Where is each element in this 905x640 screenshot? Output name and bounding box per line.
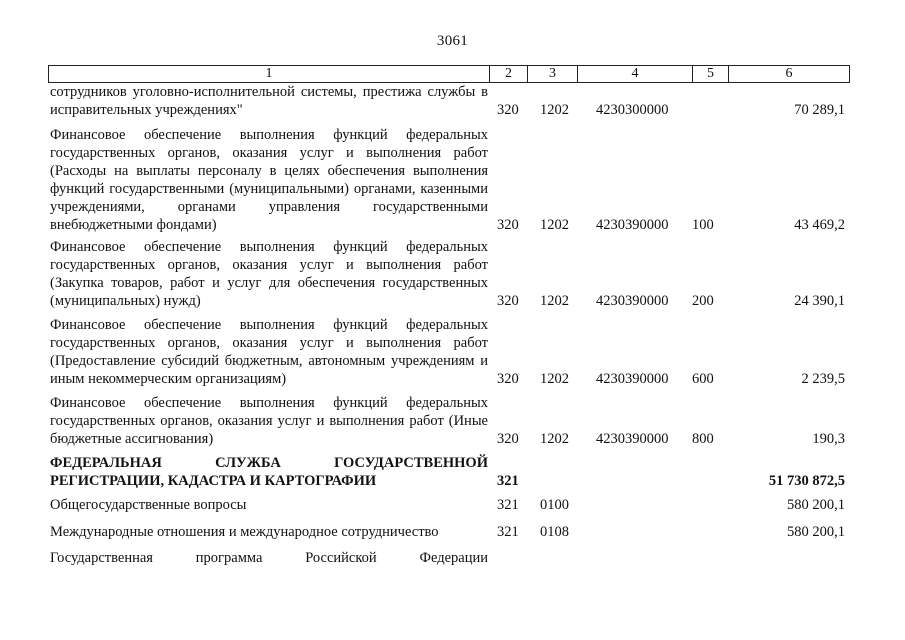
row-amount: 580 200,1 xyxy=(787,524,845,540)
row-code-5: 800 xyxy=(692,431,714,447)
column-header-4: 4 xyxy=(578,66,693,82)
row-description: ФЕДЕРАЛЬНАЯ СЛУЖБА ГОСУДАРСТВЕННОЙ РЕГИСТРАЦИИ, КАДАСТРА И КАРТОГРАФИИ xyxy=(50,455,488,489)
row-code-4: 4230390000 xyxy=(596,371,669,387)
row-code-2: 320 xyxy=(497,371,519,387)
row-code-3: 1202 xyxy=(540,293,569,309)
table-header xyxy=(48,65,850,83)
page-number: 3061 xyxy=(436,33,469,49)
row-amount: 43 469,2 xyxy=(794,217,845,233)
row-code-2: 321 xyxy=(497,524,519,540)
row-amount: 24 390,1 xyxy=(794,293,845,309)
column-header-6: 6 xyxy=(785,66,793,81)
row-code-4: 4230300000 xyxy=(596,102,669,118)
column-header-3: 3 xyxy=(528,66,578,82)
row-amount: 190,3 xyxy=(812,431,845,447)
row-code-5: 200 xyxy=(692,293,714,309)
row-code-2: 320 xyxy=(497,431,519,447)
row-code-3: 1202 xyxy=(540,431,569,447)
row-code-4: 4230390000 xyxy=(596,431,669,447)
row-code-3: 0100 xyxy=(540,497,569,513)
row-description: сотрудников уголовно-исполнительной системы, престижа службы в исправительных учреждениях" xyxy=(50,84,488,118)
row-code-2: 320 xyxy=(497,293,519,309)
row-code-5: 600 xyxy=(692,371,714,387)
row-description: Международные отношения и международное сотрудничество xyxy=(50,524,439,540)
row-amount: 580 200,1 xyxy=(787,497,845,513)
row-amount: 70 289,1 xyxy=(794,102,845,118)
row-description: Финансовое обеспечение выполнения функций федеральных государственных органов, оказания услуг и выполнения работ (Иные бюджетные ассигнования) xyxy=(50,395,488,447)
row-code-3: 1202 xyxy=(540,102,569,118)
row-description: Финансовое обеспечение выполнения функций федеральных государственных органов, оказания услуг и выполнения работ (Предоставление субсидий бюджетным, автономным учреждениям и иным некоммерческим организациям) xyxy=(50,317,488,387)
row-description: Государственная программа Российской Федерации xyxy=(50,550,488,566)
column-header-2: 2 xyxy=(490,66,528,82)
row-code-3: 1202 xyxy=(540,371,569,387)
row-amount: 51 730 872,5 xyxy=(768,473,845,489)
row-code-2: 320 xyxy=(497,102,519,118)
row-description: Общегосударственные вопросы xyxy=(50,497,247,513)
row-code-3: 1202 xyxy=(540,217,569,233)
row-code-4: 4230390000 xyxy=(596,293,669,309)
row-code-2: 320 xyxy=(497,217,519,233)
column-header-5: 5 xyxy=(693,66,729,82)
row-code-3: 0108 xyxy=(540,524,569,540)
row-amount: 2 239,5 xyxy=(801,371,845,387)
row-description: Финансовое обеспечение выполнения функций федеральных государственных органов, оказания услуг и выполнения работ (Закупка товаров, работ и услуг для обеспечения государственных (муниципальных) нужд) xyxy=(50,239,488,309)
row-code-5: 100 xyxy=(692,217,714,233)
row-code-2: 321 xyxy=(497,473,519,489)
column-header-1: 1 xyxy=(49,66,490,82)
row-description: Финансовое обеспечение выполнения функций федеральных государственных органов, оказания услуг и выполнения работ (Расходы на выплаты персоналу в целях обеспечения выполнения функций государственными (муниципальными) органами, казенными учреждениями, органами управления государственными внебюджетными фондами) xyxy=(50,127,488,233)
row-code-4: 4230390000 xyxy=(596,217,669,233)
row-code-2: 321 xyxy=(497,497,519,513)
